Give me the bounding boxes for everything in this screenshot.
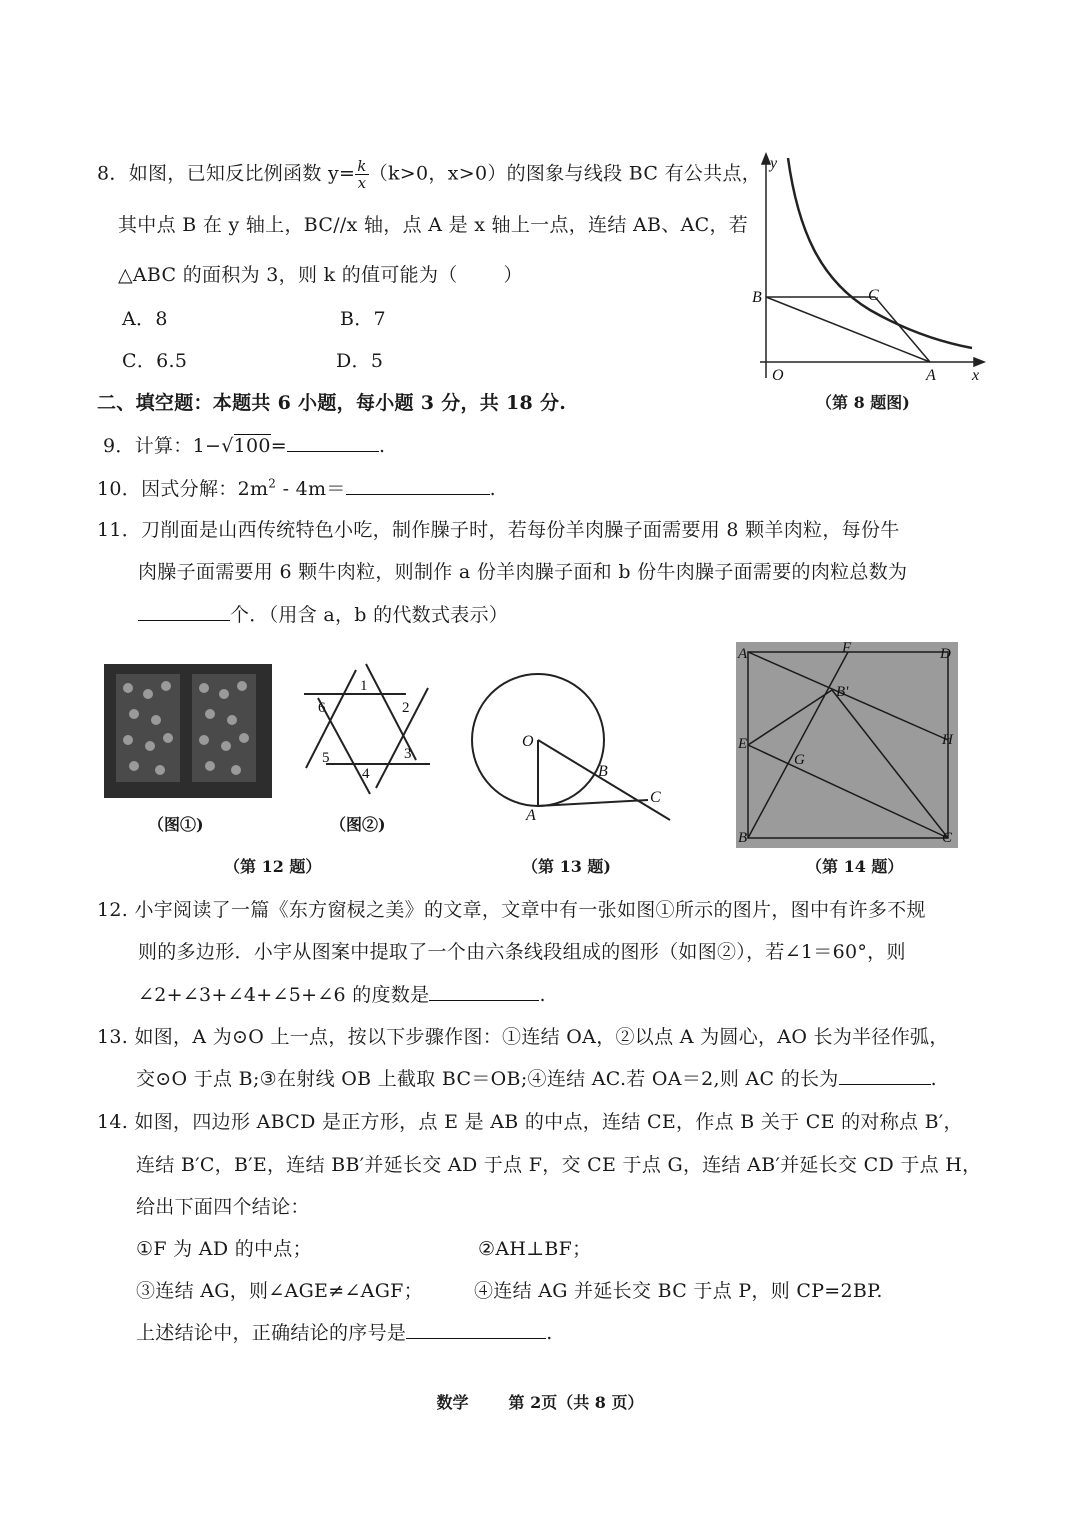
label-h: H — [942, 732, 953, 748]
q8-figure-caption: （第 8 题图) — [816, 393, 910, 412]
label-a: A — [926, 367, 936, 384]
x-axis-arrow — [974, 358, 984, 366]
fraction-k-over-x — [355, 158, 368, 191]
q8-figure — [740, 150, 990, 390]
q8-option-b: B．7 — [340, 308, 386, 330]
q13-figure-caption: （第 13 题) — [522, 857, 611, 876]
q9-equals: = — [270, 435, 288, 457]
q9-period: . — [379, 435, 386, 457]
q9-text: 9．计算：1− — [103, 435, 222, 457]
q11-line-1: 11．刀削面是山西传统特色小吃，制作臊子时，若每份羊肉臊子面需要用 8 颗羊肉粒，每份牛 — [97, 519, 900, 541]
q14-line-3: 给出下面四个结论： — [136, 1196, 310, 1218]
sqrt-radicand: 100 — [233, 435, 271, 457]
label-a: A — [526, 807, 536, 824]
footer-page-number: 第 2页（共 8 页） — [508, 1393, 644, 1412]
q12-answer-blank[interactable] — [429, 982, 539, 1001]
y-axis-arrow — [762, 154, 770, 164]
q10-line — [97, 474, 496, 501]
q8-text-cont: （k>0，x>0）的图象与线段 BC 有公共点， — [368, 162, 762, 185]
label-y: y — [770, 155, 778, 172]
angle-label-3: 3 — [404, 746, 412, 762]
fraction-numerator: k — [357, 157, 367, 175]
angle-label-2: 2 — [402, 700, 410, 716]
label-x: x — [972, 367, 980, 384]
label-b: B — [752, 289, 762, 306]
fraction-denominator: x — [357, 174, 367, 192]
sqrt-symbol: √ — [221, 435, 234, 457]
label-g: G — [794, 752, 805, 768]
label-a: A — [738, 646, 748, 662]
footer-subject: 数学 — [436, 1393, 469, 1412]
q8-option-a: A．8 — [122, 308, 168, 330]
q14-line-1: 14. 如图，四边形 ABCD 是正方形，点 E 是 AB 的中点，连结 CE，作点 B 关于 CE 的对称点 B′， — [97, 1111, 963, 1133]
q14-line-2: 连结 B′C，B′E，连结 BB′并延长交 AD 于点 F，交 CE 于点 G，连结 AB′并延长交 CD 于点 H， — [136, 1154, 982, 1176]
q14-conclusion-2: ②AH⊥BF； — [478, 1238, 592, 1260]
q13-line-1: 13. 如图，A 为⊙O 上一点，按以下步骤作图：①连结 OA，②以点 A 为圆心，AO 长为半径作弧， — [97, 1026, 949, 1048]
q14-answer-blank[interactable] — [406, 1320, 546, 1339]
label-b: B — [598, 763, 608, 780]
label-d: D — [940, 646, 951, 662]
q14-period: . — [546, 1322, 553, 1344]
q14-text: 上述结论中，正确结论的序号是 — [136, 1322, 407, 1344]
q8-option-c: C．6.5 — [122, 350, 188, 372]
figure-background — [736, 642, 958, 848]
q11-line-3 — [138, 600, 508, 627]
label-f: F — [842, 642, 852, 656]
angle-label-6: 6 — [318, 700, 326, 716]
q8-line-3 — [118, 260, 523, 287]
q11-text: 个．（用含 a，b 的代数式表示） — [230, 604, 509, 626]
page-footer — [0, 1390, 1080, 1413]
q12-line-3 — [138, 980, 546, 1007]
q11-answer-blank[interactable] — [138, 602, 230, 621]
label-o: O — [522, 733, 534, 750]
q14-figure — [736, 642, 958, 848]
q12-period: . — [539, 984, 546, 1006]
q10-period: . — [489, 478, 496, 500]
q12-text: ∠2+∠3+∠4+∠5+∠6 的度数是 — [138, 984, 430, 1006]
label-o: O — [772, 367, 784, 384]
q12-line-1: 12. 小宇阅读了一篇《东方窗棂之美》的文章，文章中有一张如图①所示的图片，图中有许多不规 — [97, 899, 926, 921]
segment-ab — [766, 297, 930, 362]
q8-line-2: 其中点 B 在 y 轴上，BC//x 轴，点 A 是 x 轴上一点，连结 AB、AC，若 — [118, 214, 749, 236]
angle-label-4: 4 — [362, 766, 370, 782]
q9-line — [103, 431, 385, 458]
fig2-caption: （图②) — [330, 815, 386, 834]
angle-label-5: 5 — [322, 750, 330, 766]
q8-text: 8．如图，已知反比例函数 y= — [97, 162, 356, 185]
q8-line-1 — [97, 158, 761, 191]
label-e: E — [738, 736, 748, 752]
q14-figure-caption: （第 14 题） — [806, 857, 904, 876]
label-b-prime: B' — [836, 684, 849, 700]
q8-paren: ） — [503, 264, 523, 286]
label-c: C — [942, 830, 953, 846]
q14-conclusion-3: ③连结 AG，则∠AGE≠∠AGF； — [136, 1280, 423, 1302]
q14-line-4 — [136, 1318, 553, 1345]
q13-line-2 — [136, 1064, 937, 1091]
q9-answer-blank[interactable] — [287, 433, 379, 452]
ray-ob — [538, 740, 670, 820]
q13-figure — [470, 656, 680, 826]
six-segment-figure — [298, 660, 438, 800]
q14-conclusion-1: ①F 为 AD 的中点； — [136, 1238, 312, 1260]
q13-answer-blank[interactable] — [839, 1066, 931, 1085]
q12-line-2: 则的多边形．小宇从图案中提取了一个由六条线段组成的图形（如图②），若∠1＝60°，则 — [138, 941, 906, 963]
section-2-heading: 二、填空题：本题共 6 小题，每小题 3 分，共 18 分. — [97, 392, 567, 414]
q14-conclusion-4: ④连结 AG 并延长交 BC 于点 P，则 CP=2BP. — [474, 1280, 883, 1302]
label-c: C — [650, 789, 661, 806]
q13-period: . — [930, 1068, 937, 1090]
label-c: C — [868, 287, 879, 304]
segment-ac — [875, 297, 930, 362]
q12-figure-caption: （第 12 题） — [224, 857, 322, 876]
lattice-photo-figure — [104, 664, 272, 798]
angle-label-1: 1 — [360, 678, 368, 694]
q8-option-d: D．5 — [336, 350, 384, 372]
q10-answer-blank[interactable] — [346, 476, 490, 495]
q10-text: 10．因式分解：2m — [97, 478, 269, 500]
q13-text: 交⊙O 于点 B;③在射线 OB 上截取 BC＝OB;④连结 AC.若 OA＝2,则 AC 的长为 — [136, 1068, 839, 1090]
q11-line-2: 肉臊子面需要用 6 颗牛肉粒，则制作 a 份羊肉臊子面和 b 份牛肉臊子面需要的肉粒总数为 — [138, 561, 908, 583]
q10-text-cont: - 4m＝ — [276, 478, 346, 500]
hyperbola-curve — [788, 158, 972, 348]
q8-text: △ABC 的面积为 3，则 k 的值可能为（ — [118, 264, 458, 286]
fig1-caption: （图①) — [148, 815, 204, 834]
q10-exponent: 2 — [268, 476, 277, 491]
label-b: B — [738, 830, 748, 846]
